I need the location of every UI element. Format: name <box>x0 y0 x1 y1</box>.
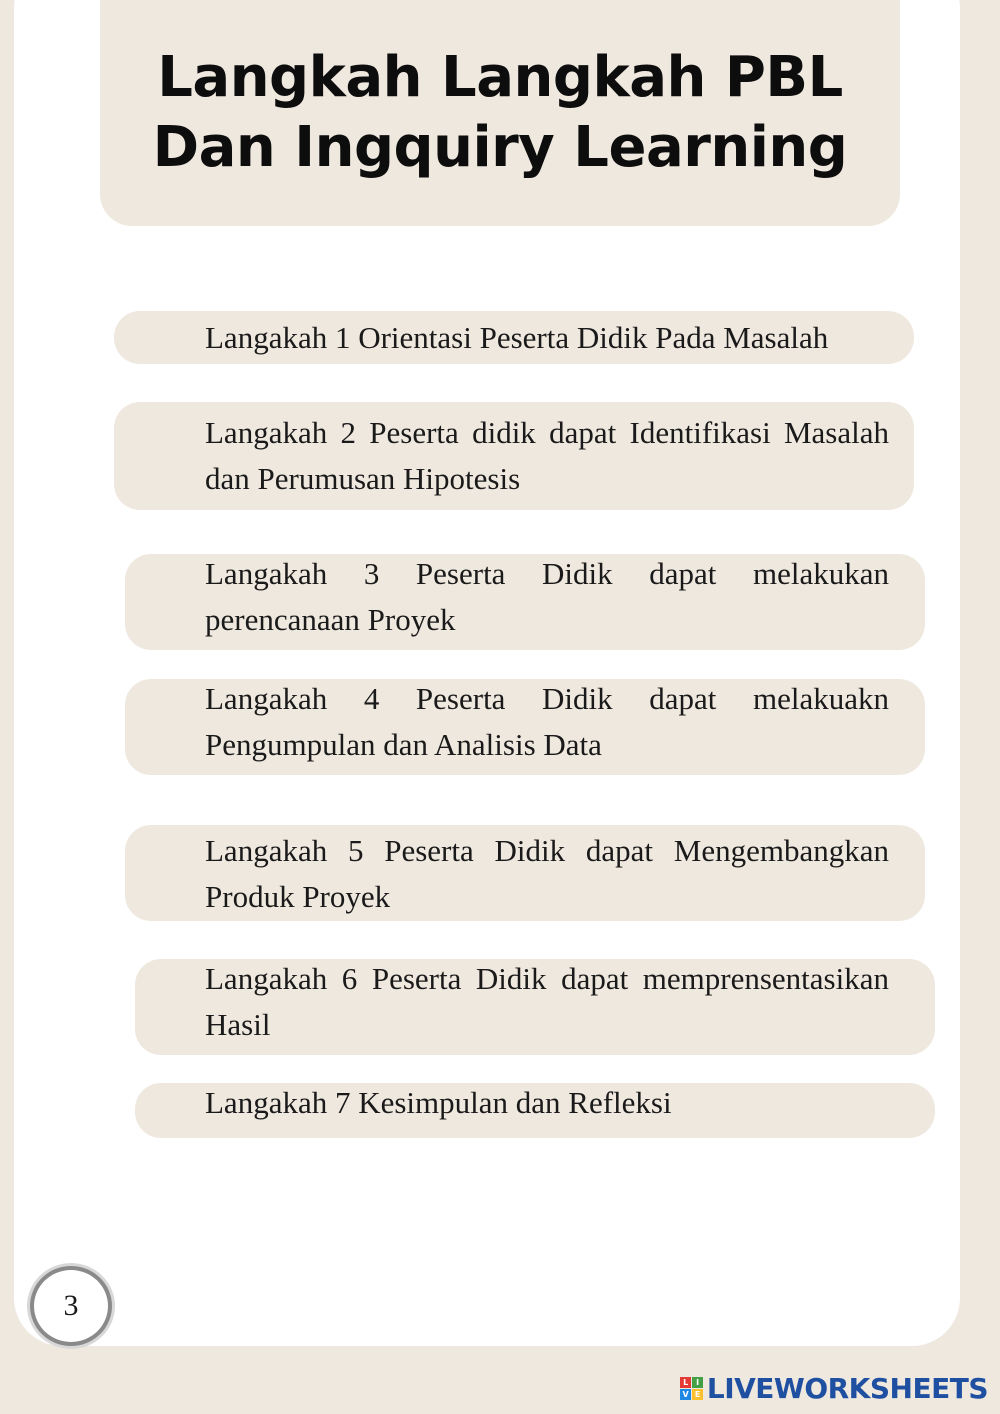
logo-cell-i: I <box>692 1377 703 1388</box>
logo-cell-v: V <box>680 1389 691 1400</box>
logo-cell-e: E <box>692 1389 703 1400</box>
page-number: 3 <box>63 1289 79 1322</box>
title-banner <box>100 0 900 226</box>
page-title-line-1: Langkah Langkah PBL <box>157 45 843 110</box>
brand-name: LIVEWORKSHEETS <box>706 1372 988 1405</box>
liveworksheets-logo-icon <box>680 1377 703 1400</box>
step-5-text: Langakah 5 Peserta Didik dapat Mengembangkan Produk Proyek <box>205 833 889 914</box>
step-2-text: Langakah 2 Peserta didik dapat Identifikasi Masalah dan Perumusan Hipotesis <box>205 415 889 496</box>
liveworksheets-logo[interactable] <box>680 1372 988 1405</box>
step-1-text: Langakah 1 Orientasi Peserta Didik Pada Masalah <box>205 320 829 355</box>
step-4-text: Langakah 4 Peserta Didik dapat melakuakn Pengumpulan dan Analisis Data <box>205 681 889 762</box>
page-title-line-2: Dan Ingquiry Learning <box>152 115 848 180</box>
step-6-text: Langakah 6 Peserta Didik dapat memprensentasikan Hasil <box>205 961 889 1042</box>
logo-cell-l: L <box>680 1377 691 1388</box>
step-7-text: Langakah 7 Kesimpulan dan Refleksi <box>205 1085 672 1120</box>
page-number-badge <box>30 1266 112 1346</box>
step-3-text: Langakah 3 Peserta Didik dapat melakukan perencanaan Proyek <box>205 556 889 637</box>
